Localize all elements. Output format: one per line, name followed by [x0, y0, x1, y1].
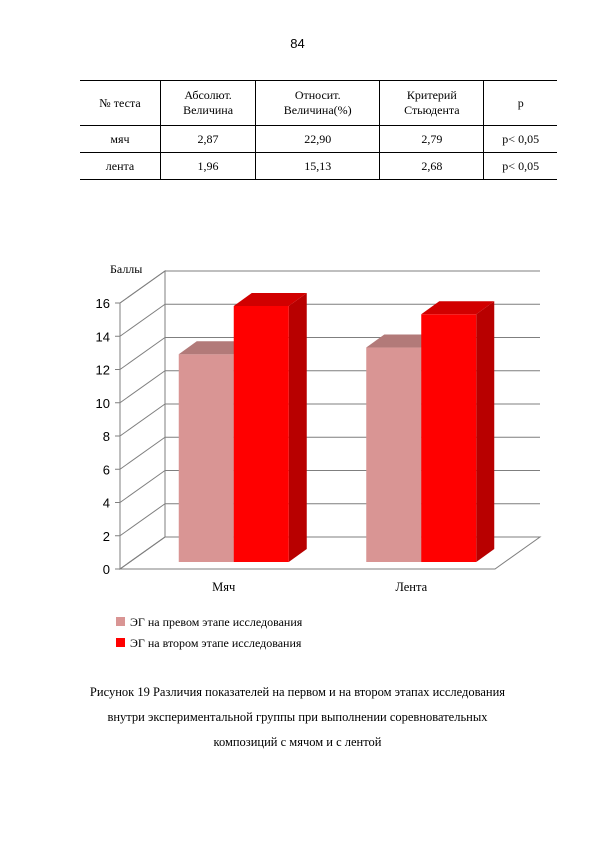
- caption-line: композиций с мячом и с лентой: [213, 735, 382, 749]
- legend-swatch: [116, 617, 125, 626]
- gridline-side: [120, 371, 165, 403]
- legend-swatch: [116, 638, 125, 647]
- bar: [179, 354, 234, 562]
- y-tick-label: 4: [102, 495, 110, 511]
- results-table: [80, 80, 557, 180]
- bar-chart-svg: [0, 250, 595, 670]
- table-cell: лента: [80, 153, 160, 180]
- y-tick-label: 2: [102, 528, 110, 544]
- table-cell: 2,68: [380, 153, 484, 180]
- bar: [234, 306, 289, 562]
- bar-side: [289, 293, 307, 562]
- header-student-criterion: Критерий Стьюдента: [380, 81, 484, 126]
- bar-chart: [0, 250, 595, 670]
- gridline-side: [120, 537, 165, 569]
- gridline-side: [120, 437, 165, 469]
- table-header-row: [80, 81, 557, 126]
- y-tick-label: 12: [95, 362, 110, 378]
- y-tick-label: 10: [95, 395, 110, 411]
- table-row: [80, 153, 557, 180]
- gridline-side: [120, 504, 165, 536]
- caption-line: внутри экспериментальной группы при выполнении соревновательных: [107, 710, 488, 724]
- y-tick-label: 0: [102, 562, 110, 577]
- table-cell: 22,90: [256, 126, 380, 153]
- caption-line: Рисунок 19 Различия показателей на первом и на втором этапах исследования: [89, 685, 506, 699]
- y-tick-label: 6: [102, 462, 110, 478]
- table-cell: p< 0,05: [484, 153, 557, 180]
- y-tick-label: 16: [95, 296, 110, 311]
- legend-label: ЭГ на втором этапе исследования: [130, 636, 302, 650]
- y-tick-label: 14: [95, 329, 110, 345]
- y-axis-title: Баллы: [110, 262, 143, 276]
- page-number: 84: [290, 36, 305, 51]
- x-category-label: Мяч: [212, 580, 236, 594]
- table-cell: мяч: [80, 126, 160, 153]
- table-cell: 1,96: [160, 153, 255, 180]
- table-cell: 2,79: [380, 126, 484, 153]
- table-row: [80, 126, 557, 153]
- header-test-number: № теста: [80, 81, 160, 126]
- gridline-side: [120, 471, 165, 503]
- bar: [366, 348, 421, 562]
- header-p-value: p: [484, 81, 557, 126]
- gridline-side: [120, 338, 165, 370]
- gridline-side: [120, 404, 165, 436]
- bar: [421, 314, 476, 562]
- bar-side: [476, 301, 494, 562]
- header-absolute-value: Абсолют. Величина: [160, 81, 255, 126]
- legend-label: ЭГ на превом этапе исследования: [130, 615, 303, 629]
- x-category-label: Лента: [395, 580, 428, 594]
- table-cell: p< 0,05: [484, 126, 557, 153]
- y-tick-label: 8: [102, 429, 110, 444]
- table-cell: 15,13: [256, 153, 380, 180]
- table-cell: 2,87: [160, 126, 255, 153]
- gridline-side: [120, 304, 165, 336]
- header-relative-value: Относит. Величина(%): [256, 81, 380, 126]
- figure-caption: [40, 680, 555, 755]
